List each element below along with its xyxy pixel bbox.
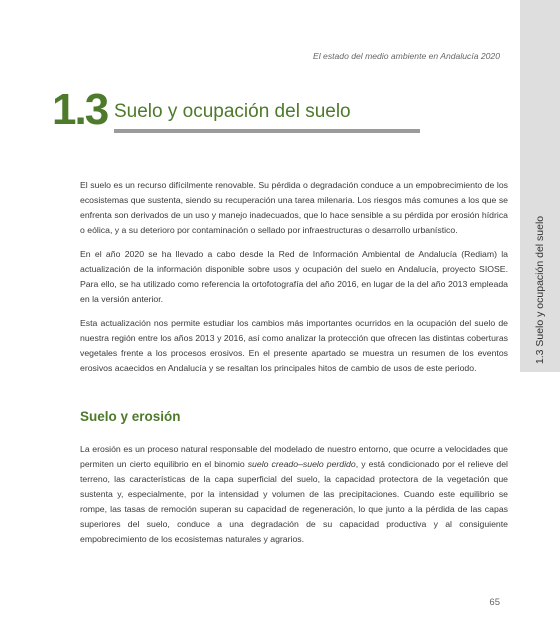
page-number: 65 — [489, 597, 500, 608]
section-number: 1.3 — [52, 85, 108, 134]
erosion-paragraph — [80, 442, 508, 547]
running-header: El estado del medio ambiente en Andalucía 2020 — [313, 51, 500, 61]
body-paragraph: El suelo es un recurso difícilmente renovable. Su pérdida o degradación conduce a un empobrecimiento de los ecosistemas que sustenta, siendo su recuperación una tarea milenaria. Los riesgos más comunes a los que se enfrenta son derivados de un uso y manejo inadecuados, que lo hace sensible a su pérdida por erosión hídrica o eólica, y a su deterioro por contaminación o sellado por infraestructuras o desarrollo urbanístico. — [80, 180, 508, 235]
erosion-text-italic: suelo creado–suelo perdido — [247, 458, 356, 469]
side-tab-label: 1.3 Suelo y ocupación del suelo — [534, 215, 546, 365]
erosion-text-end: , y está condicionado por el relieve del terreno, las características de la capa superficial del suelo, la capacidad protectora de la vegetación que sustenta y, especialmente, por la intensidad y volumen de las precipitaciones. Cuando este equilibrio se rompe, las tasas de remoción superan su capacidad de regeneración, lo que junto a la pérdida de las capas superiores del suelo, conduce a una degradación de su capacidad productiva y al consiguiente empobrecimiento de los ecosistemas naturales y agrarios. — [80, 458, 508, 544]
erosion-text-start: La erosión es un proceso natural responsable del modelado de nuestro entorno, que ocurre a velocidades que permiten un cierto equilibrio en el binomio — [80, 443, 508, 469]
body-content — [80, 178, 508, 547]
title-rule — [114, 129, 420, 133]
body-paragraph: Esta actualización nos permite estudiar los cambios más importantes ocurridos en la ocupación del suelo de nuestra región entre los años 2013 y 2016, así como analizar la protección que ofrecen las distintas coberturas vegetales frente a los procesos erosivos. En el presente apartado se muestra un resumen de los eventos erosivos acaecidos en Andalucía y se resaltan los principales hitos de cambio de usos de este periodo. — [80, 318, 508, 373]
subheading-erosion: Suelo y erosión — [80, 409, 181, 424]
section-title: Suelo y ocupación del suelo — [114, 101, 351, 122]
body-paragraph: En el año 2020 se ha llevado a cabo desde la Red de Información Ambiental de Andalucía (Rediam) la actualización de la información disponible sobre usos y ocupación del suelo en Andalucía, proyecto SIOSE. Para ello, se ha utilizado como referencia la ortofotografía del año 2016, en lugar de la del año 2013 empleada en la versión anterior. — [80, 249, 508, 304]
